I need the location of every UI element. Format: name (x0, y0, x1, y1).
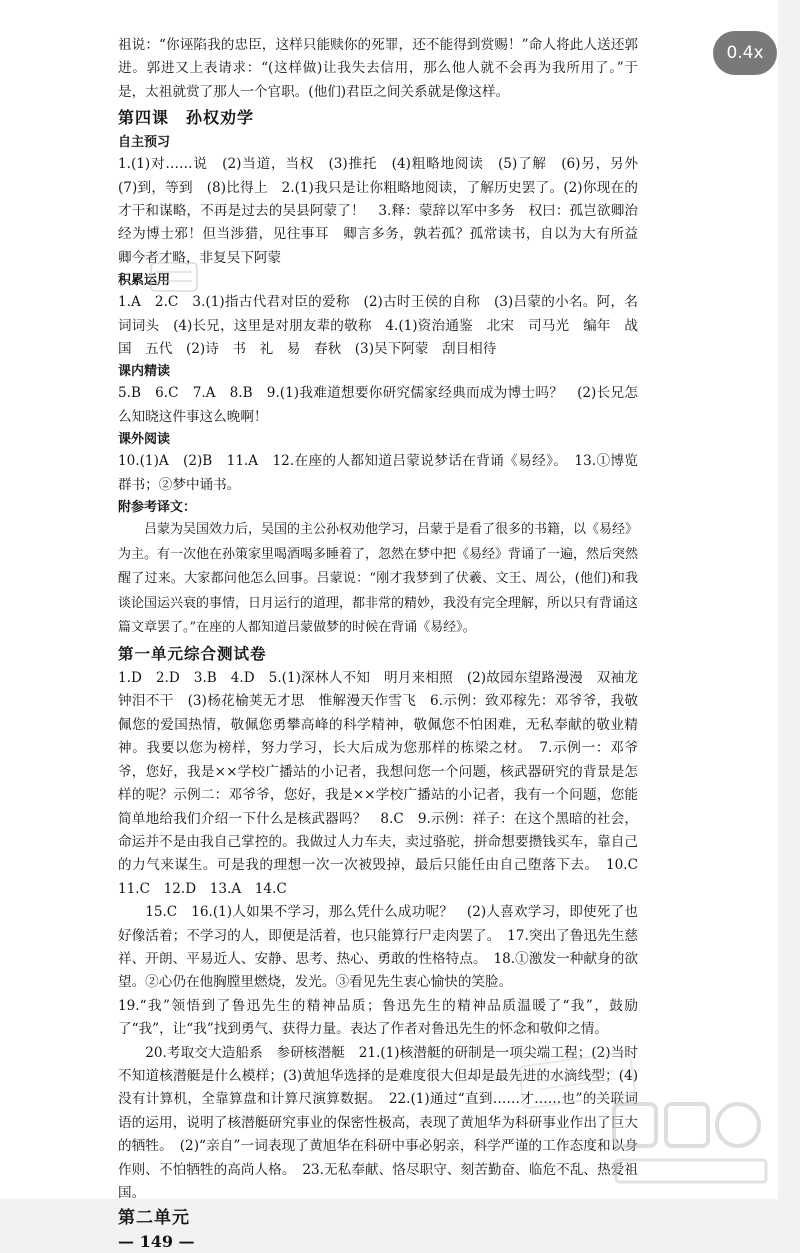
site-watermark-logo (610, 1100, 780, 1190)
stamp-icon (531, 1062, 623, 1098)
section-heading-translation: 附参考译文： (118, 500, 197, 516)
page-number: — 149 — (118, 1232, 195, 1252)
reference-translation: 吕蒙为吴国效力后，吴国的主公孙权劝他学习，吕蒙于是看了很多的书籍，以《易经》为主。有一次他在孙策家里喝酒喝多睡着了，忽然在梦中把《易经》背诵了一遍，然后突然醒了过来。大家都问他怎么回事。吕蒙说：“刚才我梦到了伏羲、文王、周公，(他们)和我谈论国运兴衰的事情，日月运行的道理，都非常的精妙，我没有完全理解，所以只有背诵这篇文章罢了。”在座的人都知道吕蒙做梦的时候在背诵《易经》。 (118, 522, 639, 636)
answers-extra-reading: 10.(1)A (2)B 11.A 12.在座的人都知道吕蒙说梦话在背诵《易经》。 13.①博览群书；②梦中诵书。 (118, 453, 638, 493)
stamp-icon (150, 262, 198, 292)
unit-two-title: 第二单元 (118, 1208, 190, 1229)
small-watermark-stamp (150, 262, 198, 292)
lesson-title: 第四课 孙权劝学 (118, 108, 255, 128)
section-heading-in-class-reading: 课内精读 (118, 364, 171, 380)
unit-test-answers-4: 20.考取交大造船系 参研核潜艇 21.(1)核潜艇的研制是一项尖端工程；(2)当时不知道核潜艇是什么模样；(3)黄旭华选择的是难度很大但却是最先进的水滴线型；(4)没有计算机，全靠算盘和计算尺演算数据。 22.(1)通过“直到……才……也”的关联词语的运用，说明了核潜艇研究事业的保密性极高，表现了黄旭华为科研事业作出了巨大的牺牲。 (2)“亲自”一词表现了黄旭华在科研中事必躬亲，科学严谨的工作态度和以身作则、不怕牺牲的高尚人格。 23.无私奉献、恪尽职守、刻苦勤奋、临危不乱、热爱祖国。 (118, 1044, 638, 1201)
intro-paragraph: 祖说：“你诬陷我的忠臣，这样只能赎你的死罪，还不能得到赏赐！”命人将此人送还郭进。郭进又上表请求：“(这样做)让我失去信用，那么他人就不会再为我所用了。”于是，太祖就赏了那人一个官职。(他们)君臣之间关系就是像这样。 (118, 37, 638, 100)
unit-test-title: 第一单元综合测试卷 (118, 644, 267, 664)
unit-test-answers-1: 1.D 2.D 3.B 4.D 5.(1)深林人不知 明月来相照 (2)故园东望路漫漫 双袖龙钟泪不干 (3)杨花榆荚无才思 惟解漫天作雪飞 6.示例：致邓稼先：邓爷爷，我敬佩您的爱国热情，敬佩您勇攀高峰的科学精神，敬佩您不怕困难，无私奉献的敬业精神。我要以您为榜样，努力学习，长大后成为您那样的栋梁之材。 7.示例一：邓爷爷，您好，我是××学校广播站的小记者，我想问您一个问题，核武器研究的背景是怎样的呢？示例二：邓爷爷，您好，我是××学校广播站的小记者，我有一个问题，您能简单地给我们介绍一下什么是核武器吗？ 8.C 9.示例：祥子：在这个黑暗的社会，命运并不是由我自己掌控的。我做过人力车夫，卖过骆驼，拼命想要攒钱买车，靠自己的力气来谋生。可是我的理想一次一次被毁掉，最后只能任由自己堕落下去。 10.C 11.C 12.D 13.A 14.C (118, 670, 652, 897)
section-heading-extra-reading: 课外阅读 (118, 432, 171, 448)
answers-accumulation: 1.A 2.C 3.(1)指古代君对臣的爱称 (2)古时王侯的自称 (3)吕蒙的小名。阿，名词词头 (4)长兄，这里是对朋友辈的敬称 4.(1)资治通鉴 北宋 司马光 编年 战国 五代 (2)诗 书 礼 易 春秋 (3)吴下阿蒙 刮目相待 (118, 294, 638, 358)
unit-test-answers-3: 19.“我”领悟到了鲁迅先生的精神品质；鲁迅先生的精神品质温暖了“我”，鼓励了“我”，让“我”找到勇气、获得力量。表达了作者对鲁迅先生的怀念和敬仰之情。 (118, 997, 638, 1038)
zoom-level-badge[interactable]: 0.4x (713, 31, 777, 75)
section-heading-preview: 自主预习 (118, 135, 171, 151)
answers-preview: 1.(1)对……说 (2)当道，当权 (3)推托 (4)粗略地阅读 (5)了解 (6)另，另外 (7)到，等到 (8)比得上 2.(1)我只是让你粗略地阅读，了解历史罢了。(2)你现在的才干和谋略，不再是过去的吴县阿蒙了！ 3.释：蒙辞以军中多务 权曰：孤岂欲卿治经为博士邪！但当涉猎，见往事耳 卿言多务，孰若孤？孤常读书，自以为大有所益 卿今者才略，非复吴下阿蒙 (118, 156, 652, 266)
answers-in-class-reading: 5.B 6.C 7.A 8.B 9.(1)我难道想要你研究儒家经典而成为博士吗？ (2)长兄怎么知晓这件事这么晚啊！ (118, 385, 638, 425)
unit-test-answers-2: 15.C 16.(1)人如果不学习，那么凭什么成功呢？ (2)人喜欢学习，即使死了也好像活着；不学习的人，即便是活着，也只能算行尸走肉罢了。 17.突出了鲁迅先生慈祥、开朗、平易近人、安静、思考、热心、勇敢的性格特点。 18.①激发一种献身的欲望。②心仍在他胸膛里燃烧，发光。③看见先生衷心愉快的笑脸。 (118, 904, 638, 991)
watermark-logo-icon (610, 1100, 780, 1190)
section-heading-accumulation: 积累运用 (118, 273, 171, 289)
